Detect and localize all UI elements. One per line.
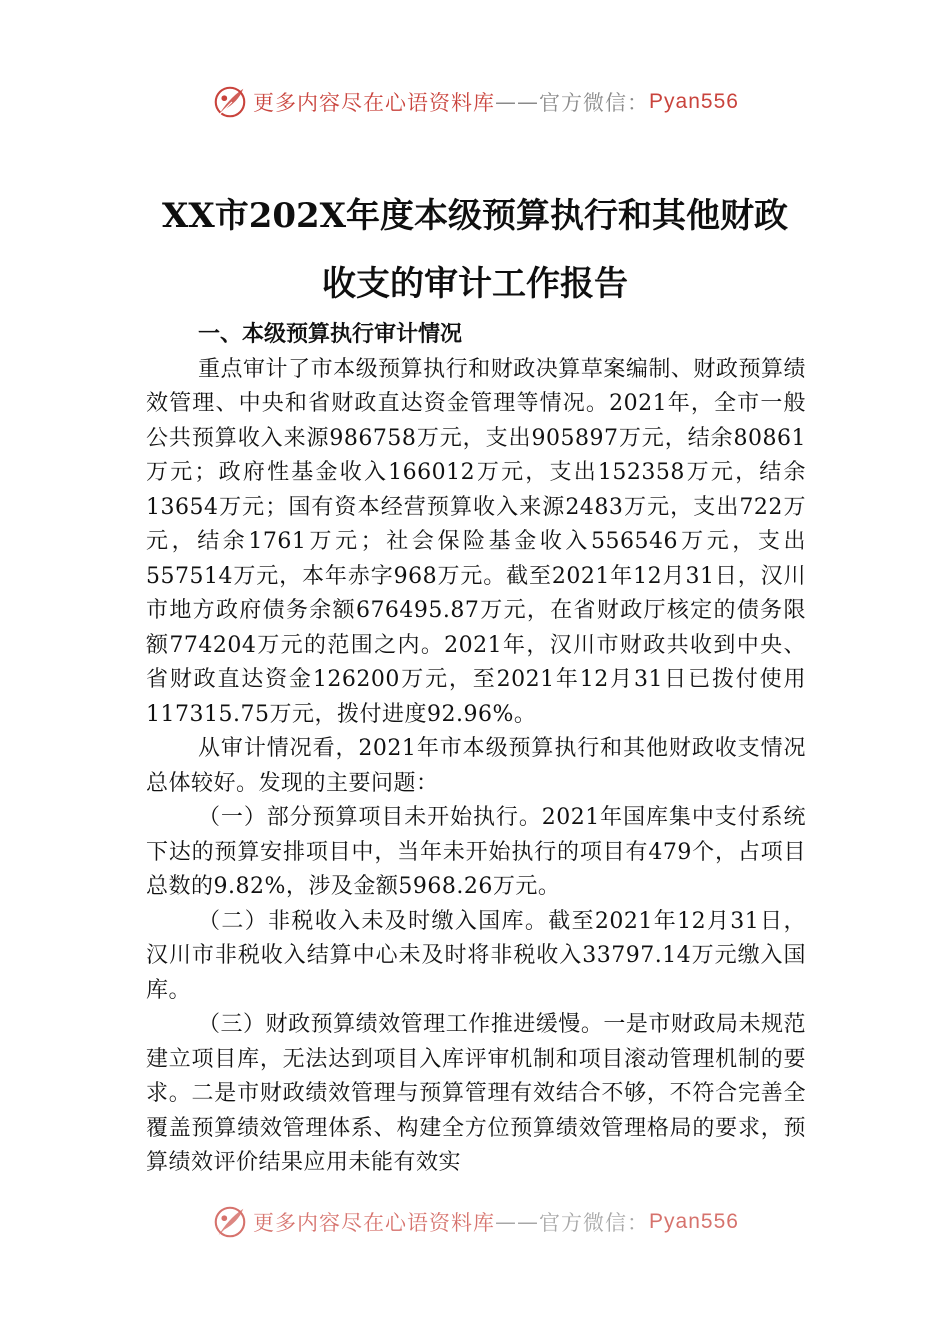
document-title-line-1: XX市202X年度本级预算执行和其他财政 bbox=[161, 196, 789, 236]
banner-separator: —— bbox=[495, 90, 540, 114]
footer-separator: —— bbox=[495, 1210, 540, 1234]
paragraph: （一）部分预算项目未开始执行。2021年国库集中支付系统下达的预算安排项目中，当年未开始执行的项目有479个，占项目总数的9.82%，涉及金额5968.26万元。 bbox=[146, 805, 806, 899]
banner-site-text: 更多内容尽在心语资料库 bbox=[253, 91, 496, 115]
section-heading: 一、本级预算执行审计情况 bbox=[198, 322, 463, 347]
feather-pen-logo-icon bbox=[211, 1204, 249, 1240]
paragraph: （三）财政预算绩效管理工作推进缓慢。一是市财政局未规范建立项目库，无法达到项目入库评审机制和项目滚动管理机制的要求。二是市财政绩效管理与预算管理有效结合不够，不符合完善全覆盖预算绩效管理体系、构建全方位预算绩效管理格局的要求，预算绩效评价结果应用未能有效实 bbox=[146, 1012, 806, 1175]
paragraph: 从审计情况看，2021年市本级预算执行和其他财政收支情况总体较好。发现的主要问题： bbox=[146, 736, 806, 796]
paragraph: （二）非税收入未及时缴入国库。截至2021年12月31日，汉川市非税收入结算中心未及时将非税收入33797.14万元缴入国库。 bbox=[146, 908, 806, 1003]
document-body bbox=[146, 318, 806, 1181]
header-banner bbox=[0, 80, 950, 124]
footer-site-text: 更多内容尽在心语资料库 bbox=[253, 1211, 496, 1235]
footer-wechat-id: Pyan556 bbox=[649, 1210, 739, 1233]
feather-pen-logo-icon bbox=[211, 83, 249, 121]
paragraph: 重点审计了市本级预算执行和财政决算草案编制、财政预算绩效管理、中央和省财政直达资金管理等情况。2021年，全市一般公共预算收入来源986758万元，支出905897万元，结余80861万元；政府性基金收入166012万元，支出152358万元，结余13654万元；国有资本经营预算收入来源2483万元，支出722万元，结余1761万元；社会保险基金收入556546万元，支出557514万元，本年赤字968万元。截至2021年12月31日，汉川市地方政府债务余额676495.87万元，在省财政厅核定的债务限额774204万元的范围之内。2021年，汉川市财政共收到中央、省财政直达资金126200万元，至2021年12月31日已拨付使用117315.75万元，拨付进度92.96%。 bbox=[146, 356, 806, 727]
document-title-line-2: 收支的审计工作报告 bbox=[322, 264, 628, 304]
footer-banner bbox=[0, 1204, 950, 1240]
banner-wechat-id: Pyan556 bbox=[649, 90, 739, 113]
banner-wechat-label: 官方微信： bbox=[539, 91, 650, 115]
footer-wechat-label: 官方微信： bbox=[539, 1211, 650, 1235]
